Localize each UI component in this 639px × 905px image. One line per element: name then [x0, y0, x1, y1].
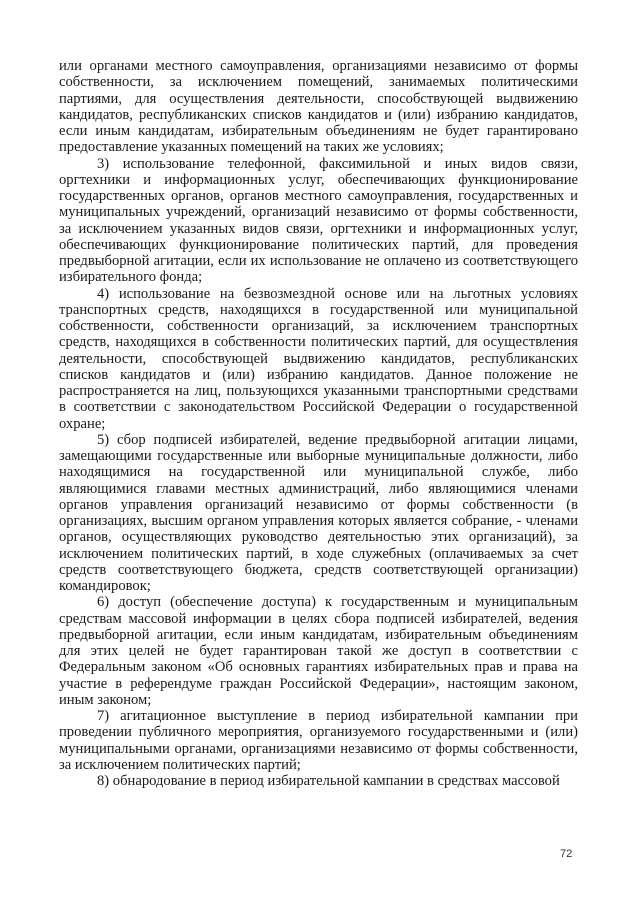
- page-number: 72: [560, 848, 573, 860]
- paragraph-item-6: 6) доступ (обеспечение доступа) к государственным и муниципальным средствам массовой информации в целях сбора подписей избирателей, ведения предвыборной агитации, если иным кандидатам, избирательным объединениям для этих целей не будет гарантирован такой же доступ в соответствии с Федеральным законом «Об основных гарантиях избирательных прав и права на участие в референдуме граждан Российской Федерации», настоящим законом, иным законом;: [59, 594, 578, 708]
- paragraph-item-5: 5) сбор подписей избирателей, ведение предвыборной агитации лицами, замещающими государственные или выборные муниципальные должности, либо находящимися на государственной или муниципальной службе, либо являющимися главами местных администраций, либо являющимися членами органов управления организаций независимо от формы собственности (в организациях, высшим органом управления которых является собрание, - членами органов, осуществляющих руководство деятельностью этих организаций), за исключением политических партий, в ходе служебных (оплачиваемых за счет средств соответствующего бюджета, средств соответствующей организации) командировок;: [59, 431, 578, 594]
- document-body: [59, 58, 578, 789]
- paragraph-item-7: 7) агитационное выступление в период избирательной кампании при проведении публичного мероприятия, организуемого государственными и (или) муниципальными органами, организациями независимо от формы собственности, за исключением политических партий;: [59, 708, 578, 773]
- paragraph-continuation: или органами местного самоуправления, организациями независимо от формы собственности, за исключением помещений, занимаемых политическими партиями, для осуществления деятельности, способствующей выдвижению кандидатов, республиканских списков кандидатов и (или) избранию кандидатов, если иным кандидатам, избирательным объединениям не будет гарантировано предоставление указанных помещений на таких же условиях;: [59, 58, 578, 156]
- paragraph-item-8: 8) обнародование в период избирательной кампании в средствах массовой: [97, 773, 560, 789]
- paragraph-item-4: 4) использование на безвозмездной основе или на льготных условиях транспортных средств, находящихся в государственной или муниципальной собственности, собственности организаций, за исключением транспортных средств, находящихся в собственности политических партий, для осуществления деятельности, способствующей выдвижению кандидатов, республиканских списков кандидатов и (или) избранию кандидатов. Данное положение не распространяется на лиц, пользующихся указанными транспортными средствами в соответствии с законодательством Российской Федерации о государственной охране;: [59, 285, 578, 432]
- paragraph-item-3: 3) использование телефонной, факсимильной и иных видов связи, оргтехники и информационных услуг, обеспечивающих функционирование государственных органов, органов местного самоуправления, государственных и муниципальных учреждений, организаций независимо от формы собственности, за исключением указанных видов связи, оргтехники и информационных услуг, обеспечивающих функционирование политических партий, для проведения предвыборной агитации, если их использование не оплачено из соответствующего избирательного фонда;: [59, 155, 578, 286]
